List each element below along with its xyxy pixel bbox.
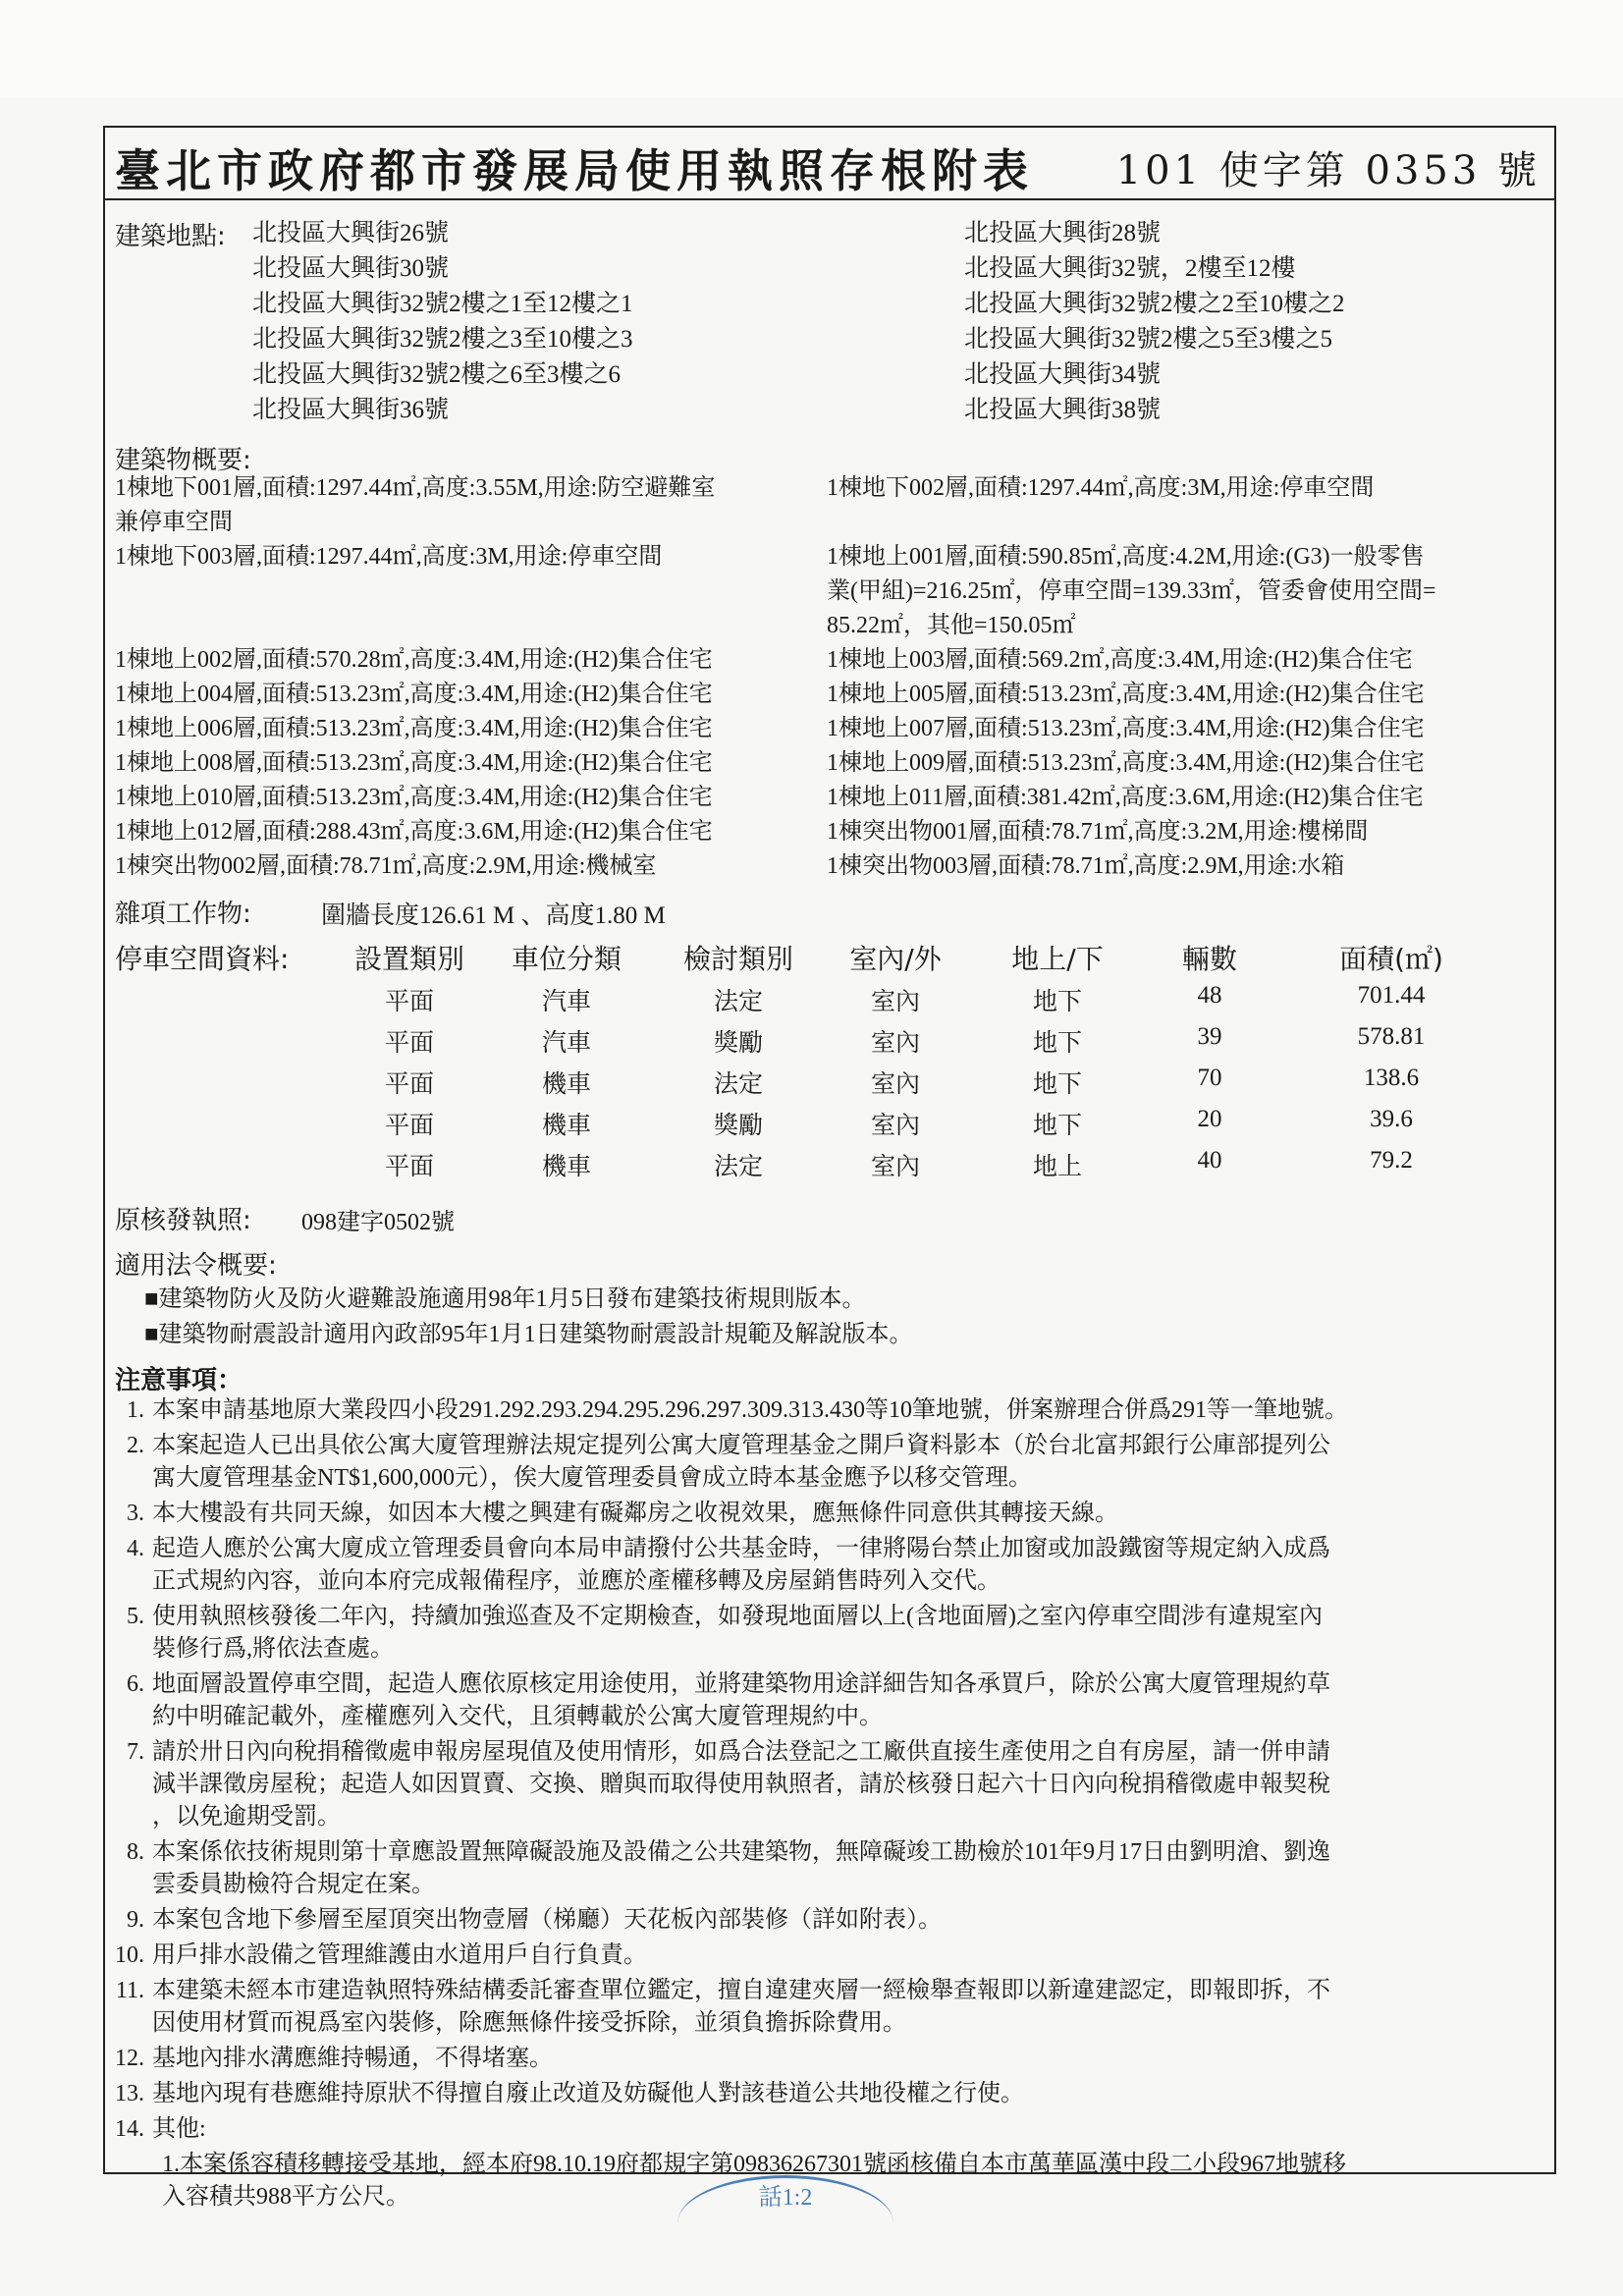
building-line: 1棟突出物002層,面積:78.71㎡,高度:2.9M,用途:機械室 — [115, 853, 657, 879]
original-permit-text: 098建字0502號 — [301, 1210, 455, 1235]
parking-cell: 機車 — [541, 1071, 591, 1098]
note-number: 6. — [127, 1671, 144, 1697]
parking-cell: 獎勵 — [713, 1113, 763, 1139]
parking-cell: 48 — [1197, 982, 1222, 1009]
note-number: 5. — [127, 1604, 144, 1629]
building-line: 1棟地下003層,面積:1297.44㎡,高度:3M,用途:停車空間 — [115, 544, 663, 570]
building-line: 1棟地上009層,面積:513.23㎡,高度:3.4M,用途:(H2)集合住宅 — [827, 750, 1425, 776]
note-number: 14. — [115, 2116, 144, 2142]
note-line: 請於卅日內向稅捐稽徵處申報房屋現值及使用情形，如爲合法登記之工廠供直接生產使用之自有房屋，請一併申請 — [152, 1739, 1330, 1765]
parking-header: 檢討類別 — [682, 943, 793, 975]
note-line: 使用執照核發後二年內，持續加強巡查及不定期檢查，如發現地面層以上(含地面層)之室內停車空間涉有違規室內 — [152, 1604, 1323, 1629]
address-line: 北投區大興街32號2樓之6至3樓之6 — [252, 361, 622, 388]
parking-cell: 室內 — [870, 1154, 920, 1180]
note-line: 本案係依技術規則第十章應設置無障礙設施及設備之公共建築物，無障礙竣工勘檢於101年9月17日由劉明滄、劉逸 — [152, 1839, 1330, 1865]
parking-header: 室內/外 — [849, 943, 942, 975]
parking-header: 地上/下 — [1011, 943, 1104, 975]
address-line: 北投區大興街38號 — [964, 397, 1162, 423]
parking-cell: 法定 — [713, 1071, 763, 1098]
parking-cell: 578.81 — [1357, 1023, 1426, 1050]
note-line: 雲委員勘檢符合規定在案。 — [152, 1872, 435, 1897]
parking-cell: 70 — [1197, 1065, 1222, 1091]
building-line: 1棟地上004層,面積:513.23㎡,高度:3.4M,用途:(H2)集合住宅 — [115, 682, 713, 707]
address-line: 北投區大興街32號2樓之3至10樓之3 — [252, 326, 633, 353]
parking-cell: 39 — [1197, 1023, 1222, 1050]
note-line: 本案包含地下參層至屋頂突出物壹層（梯廳）天花板內部裝修（詳如附表）。 — [152, 1907, 942, 1933]
note-line: 本建築未經本市建造執照特殊結構委託審查單位鑑定，擅自違建夾層一經檢舉查報即以新違建認定，即報即拆，不 — [152, 1978, 1330, 2003]
note-line: 基地內現有巷應維持原狀不得擅自廢止改道及妨礙他人對該巷道公共地役權之行使。 — [152, 2081, 1024, 2106]
note-number: 2. — [127, 1433, 144, 1458]
misc-text: 圍牆長度126.61 M 、高度1.80 M — [321, 902, 666, 929]
notes-label: 注意事項： — [115, 1366, 243, 1395]
parking-cell: 汽車 — [541, 1030, 591, 1057]
note-number: 10. — [115, 1942, 144, 1968]
note-line: 寓大廈管理基金NT$1,600,000元），俟大廈管理委員會成立時本基金應予以移交管理。 — [152, 1465, 1032, 1491]
parking-cell: 平面 — [384, 1030, 434, 1057]
note-line: 起造人應於公寓大廈成立管理委員會向本局申請撥付公共基金時，一律將陽台禁止加窗或加設鐵窗等規定納入成爲 — [152, 1536, 1330, 1561]
parking-cell: 室內 — [870, 1113, 920, 1139]
parking-cell: 79.2 — [1370, 1147, 1413, 1174]
note-number: 1. — [127, 1397, 144, 1423]
address-line: 北投區大興街34號 — [964, 361, 1162, 388]
address-list-left — [252, 216, 633, 428]
parking-cell: 40 — [1197, 1147, 1222, 1174]
parking-header: 車位分類 — [511, 943, 622, 975]
note-number: 13. — [115, 2081, 144, 2106]
law-item: ■建築物耐震設計適用內政部95年1月1日建築物耐震設計規範及解說版本。 — [144, 1322, 913, 1347]
note-number: 7. — [127, 1739, 144, 1765]
parking-header: 面積(㎡) — [1339, 943, 1443, 975]
parking-label: 停車空間資料: — [115, 943, 290, 975]
building-line: 1棟地上002層,面積:570.28㎡,高度:3.4M,用途:(H2)集合住宅 — [115, 647, 713, 673]
building-line: 1棟地上001層,面積:590.85㎡,高度:4.2M,用途:(G3)一般零售 — [827, 544, 1425, 570]
note-subitem-line: 1.本案係容積移轉接受基地，經本府98.10.19府都規字第09836267301號函核備自本市萬華區漢中段二小段967地號移 — [162, 2152, 1346, 2177]
title-row — [105, 128, 1554, 200]
building-line: 1棟地上012層,面積:288.43㎡,高度:3.6M,用途:(H2)集合住宅 — [115, 819, 713, 845]
note-line: 正式規約內容，並向本府完成報備程序，並應於產權移轉及房屋銷售時列入交代。 — [152, 1568, 1001, 1594]
building-line: 1棟地上006層,面積:513.23㎡,高度:3.4M,用途:(H2)集合住宅 — [115, 716, 713, 741]
note-line: 基地內排水溝應維持暢通，不得堵塞。 — [152, 2046, 553, 2071]
parking-cell: 平面 — [384, 1113, 434, 1139]
building-line: 1棟突出物001層,面積:78.71㎡,高度:3.2M,用途:樓梯間 — [827, 819, 1369, 845]
building-line: 1棟地下002層,面積:1297.44㎡,高度:3M,用途:停車空間 — [827, 475, 1375, 501]
building-line: 1棟地上011層,面積:381.42㎡,高度:3.6M,用途:(H2)集合住宅 — [827, 785, 1424, 810]
scan-background — [0, 0, 1623, 98]
note-line: 本大樓設有共同天線，如因本大樓之興建有礙鄰房之收視效果，應無條件同意供其轉接天線。 — [152, 1501, 1118, 1526]
address-line: 北投區大興街32號2樓之1至12樓之1 — [252, 291, 633, 317]
parking-cell: 法定 — [713, 1154, 763, 1180]
building-line: 1棟地上003層,面積:569.2㎡,高度:3.4M,用途:(H2)集合住宅 — [827, 647, 1413, 673]
parking-cell: 室內 — [870, 1071, 920, 1098]
note-line: ，以免逾期受罰。 — [152, 1804, 341, 1830]
note-line: 減半課徵房屋稅；起造人如因買賣、交換、贈與而取得使用執照者，請於核發日起六十日內向稅捐稽徵處申報契稅 — [152, 1772, 1330, 1797]
address-label: 建築地點: — [115, 222, 226, 251]
building-line: 1棟地上007層,面積:513.23㎡,高度:3.4M,用途:(H2)集合住宅 — [827, 716, 1425, 741]
parking-cell: 機車 — [541, 1113, 591, 1139]
parking-cell: 機車 — [541, 1154, 591, 1180]
law-item: ■建築物防火及防火避難設施適用98年1月5日發布建築技術規則版本。 — [144, 1286, 866, 1312]
note-line: 約中明確記載外，產權應列入交代，且須轉載於公寓大廈管理規約中。 — [152, 1704, 883, 1729]
building-line: 1棟突出物003層,面積:78.71㎡,高度:2.9M,用途:水箱 — [827, 853, 1345, 879]
parking-cell: 地下 — [1032, 1113, 1082, 1139]
building-label: 建築物概要: — [115, 446, 251, 475]
permit-number: 101 使字第 0353 號 — [1115, 148, 1541, 193]
parking-cell: 汽車 — [541, 989, 591, 1015]
address-line: 北投區大興街32號，2樓至12樓 — [964, 255, 1296, 282]
original-permit-label: 原核發執照: — [115, 1206, 251, 1235]
building-line: 1棟地上005層,面積:513.23㎡,高度:3.4M,用途:(H2)集合住宅 — [827, 682, 1425, 707]
parking-cell: 平面 — [384, 1154, 434, 1180]
address-line: 北投區大興街28號 — [964, 220, 1162, 246]
note-line: 其他: — [152, 2116, 206, 2142]
laws-label: 適用法令概要: — [115, 1251, 277, 1281]
parking-cell: 701.44 — [1357, 982, 1426, 1009]
note-number: 11. — [115, 1978, 144, 2003]
parking-cell: 法定 — [713, 989, 763, 1015]
page-stamp: 話1:2 — [677, 2175, 893, 2223]
parking-header: 輛數 — [1181, 943, 1237, 975]
parking-cell: 平面 — [384, 1071, 434, 1098]
note-line: 用戶排水設備之管理維護由水道用戶自行負責。 — [152, 1942, 647, 1968]
note-number: 4. — [127, 1536, 144, 1561]
building-line: 85.22㎡，其他=150.05㎡ — [827, 613, 1076, 638]
note-subitem-line: 入容積共988平方公尺。 — [162, 2184, 409, 2210]
note-number: 8. — [127, 1839, 144, 1865]
building-line: 1棟地上008層,面積:513.23㎡,高度:3.4M,用途:(H2)集合住宅 — [115, 750, 713, 776]
parking-cell: 39.6 — [1370, 1106, 1413, 1132]
parking-cell: 室內 — [870, 989, 920, 1015]
address-line: 北投區大興街36號 — [252, 397, 450, 423]
address-line: 北投區大興街30號 — [252, 255, 450, 282]
address-list-right — [964, 216, 1345, 428]
note-line: 本案申請基地原大業段四小段291.292.293.294.295.296.297.309.313.430等10筆地號，併案辦理合併爲291等一筆地號。 — [152, 1397, 1348, 1423]
note-line: 本案起造人已出具依公寓大廈管理辦法規定提列公寓大廈管理基金之開戶資料影本（於台北富邦銀行公庫部提列公 — [152, 1433, 1330, 1458]
address-line: 北投區大興街32號2樓之2至10樓之2 — [964, 291, 1345, 317]
misc-label: 雜項工作物: — [115, 900, 251, 929]
note-line: 裝修行爲,將依法查處。 — [152, 1636, 394, 1662]
parking-cell: 138.6 — [1363, 1065, 1420, 1091]
parking-cell: 室內 — [870, 1030, 920, 1057]
parking-cell: 獎勵 — [713, 1030, 763, 1057]
note-number: 9. — [127, 1907, 144, 1933]
parking-cell: 地下 — [1032, 989, 1082, 1015]
parking-cell: 20 — [1197, 1106, 1222, 1132]
note-line: 地面層設置停車空間，起造人應依原核定用途使用，並將建築物用途詳細告知各承買戶，除於公寓大廈管理規約草 — [152, 1671, 1330, 1697]
building-line: 1棟地上010層,面積:513.23㎡,高度:3.4M,用途:(H2)集合住宅 — [115, 785, 713, 810]
address-line: 北投區大興街26號 — [252, 220, 450, 246]
building-line: 業(甲組)=216.25㎡，停車空間=139.33㎡，管委會使用空間= — [827, 578, 1436, 604]
building-line: 1棟地下001層,面積:1297.44㎡,高度:3.55M,用途:防空避難室 — [115, 475, 716, 501]
page-title: 臺北市政府都市發展局使用執照存根附表 — [115, 144, 1034, 197]
address-line: 北投區大興街32號2樓之5至3樓之5 — [964, 326, 1333, 353]
note-number: 3. — [127, 1501, 144, 1526]
parking-header: 設置類別 — [353, 943, 464, 975]
note-line: 因使用材質而視爲室內裝修，除應無條件接受拆除，並須負擔拆除費用。 — [152, 2010, 906, 2036]
building-line: 兼停車空間 — [115, 510, 233, 535]
parking-cell: 地下 — [1032, 1030, 1082, 1057]
parking-cell: 地上 — [1032, 1154, 1082, 1180]
note-number: 12. — [115, 2046, 144, 2071]
parking-cell: 地下 — [1032, 1071, 1082, 1098]
parking-cell: 平面 — [384, 989, 434, 1015]
